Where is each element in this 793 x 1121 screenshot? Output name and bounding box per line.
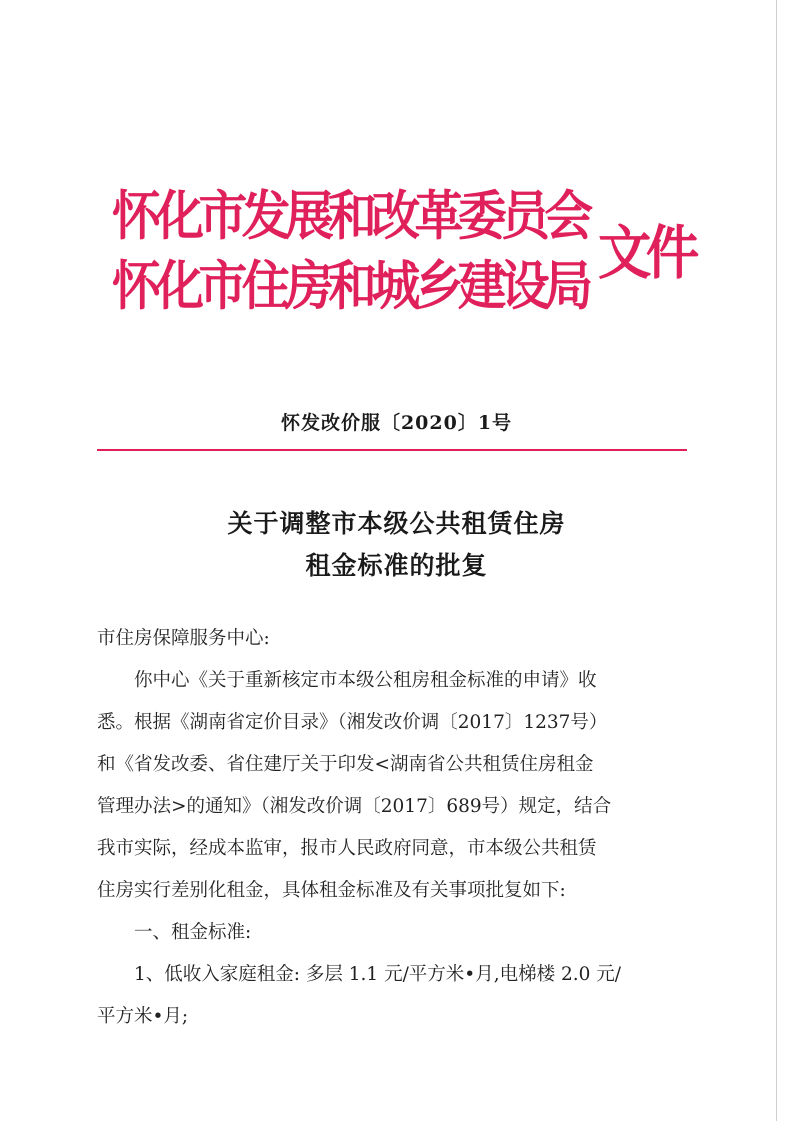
body-line: 你中心《关于重新核定市本级公租房租金标准的申请》收 (134, 670, 597, 691)
issuer-line-1: 怀化市发展和改革委员会 (112, 186, 588, 247)
title-line-2: 租金标准的批复 (305, 551, 488, 580)
red-separator-line (97, 449, 687, 451)
body-line: 1、低收入家庭租金: 多层 1.1 元/平方米•月,电梯楼 2.0 元/ (134, 964, 622, 985)
issuer-line-2: 怀化市住房和城乡建设局 (112, 256, 588, 317)
section-heading: 一、租金标准: (134, 922, 252, 943)
body-line: 悉。根据《湖南省定价目录》（湘发改价调〔2017〕1237号） (97, 712, 608, 733)
body-line: 和《省发改委、省住建厅关于印发<湖南省公共租赁住房租金 (97, 754, 594, 775)
title-line-1: 关于调整市本级公共租赁住房 (227, 509, 566, 538)
issuer-suffix: 文件 (598, 219, 694, 287)
body-line: 管理办法>的通知》（湘发改价调〔2017〕689号）规定，结合 (97, 796, 612, 817)
body-line: 平方米•月; (97, 1006, 189, 1027)
body-line: 住房实行差别化租金，具体租金标准及有关事项批复如下: (97, 880, 566, 901)
body-line: 我市实际，经成本监审，报市人民政府同意，市本级公共租赁 (97, 838, 597, 859)
addressee: 市住房保障服务中心: (97, 628, 270, 649)
issuer-header (112, 186, 712, 346)
document-number: 怀发改价服〔2020〕1号 (280, 412, 513, 434)
